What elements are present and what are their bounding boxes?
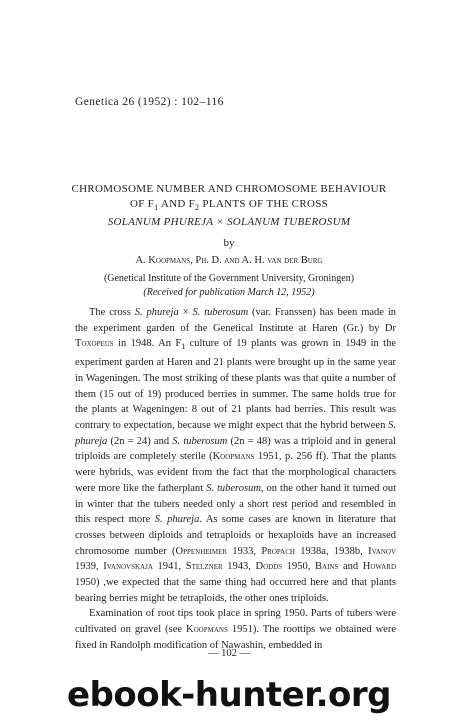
text-segment: S. tuberosum: [206, 482, 261, 494]
text-segment: 1: [181, 342, 186, 352]
text-segment: 1941,: [152, 561, 186, 573]
text-segment: S. phureja: [134, 307, 179, 318]
text-segment: Dodds: [255, 561, 283, 573]
text-segment: culture of 19 plants was grown in 1949 in the experiment garden at Haren and 21 plants were brought up in the same year in Wageningen. The most striking of these plants was that quite a number of them (15 out of 19) produced berries in summer. The same holds true for the plants at Wageningen: 8 out of 21 plants had berries. This result was contrary to expectation, because we might expect that the hybrid between: [75, 338, 396, 432]
text-segment: Propach: [261, 545, 295, 557]
text-segment: Stelzner: [185, 561, 223, 573]
text-segment: Examination of root tips took place in spring 1950. Parts of tubers were cultivated on gravel (see: [75, 608, 396, 636]
byline: by: [223, 237, 235, 249]
text-segment: Oppenheimer: [175, 545, 228, 557]
article-body: [75, 305, 396, 654]
title-line-2: [50, 197, 408, 215]
text-segment: Koopmans: [186, 624, 228, 636]
text-segment: Koopmans: [212, 451, 255, 463]
text-segment: 1943,: [222, 561, 256, 573]
text-segment: (var. Franssen) has been made in the experiment garden of the Genetical Institute at Haren (Gr.) by Dr: [75, 307, 396, 334]
text-segment: Howard: [362, 561, 397, 573]
article-title: [50, 182, 408, 230]
text-segment: 1938a, 1938b,: [294, 545, 369, 557]
page-number: — 102 —: [208, 648, 250, 659]
title-line-2-part-a: OF F: [129, 198, 155, 210]
body-paragraph: [75, 305, 396, 606]
text-segment: Ivanov: [368, 545, 396, 557]
text-segment: ×: [178, 307, 193, 318]
title-subscript-2: 2: [195, 203, 200, 213]
authors: A. Koopmans, Ph. D. and A. H. van der Burg: [135, 255, 323, 266]
text-segment: 1951, p. 256 ff). That the plants were hybrids, was evident from the fact that the morphological characters were more like the fatherplant: [75, 451, 396, 494]
journal-reference: Genetica 26 (1952) : 102–116: [75, 96, 224, 108]
text-segment: 1951). The roottips we obtained were fixed in Randolph modification of Nawashin, embedded in: [75, 624, 397, 651]
title-line-1: CHROMOSOME NUMBER AND CHROMOSOME BEHAVIOUR: [71, 183, 387, 195]
text-segment: and: [338, 561, 363, 573]
text-segment: Toxopeus: [75, 338, 114, 350]
text-segment: Ivanovskaja: [103, 561, 153, 573]
text-segment: S. tuberosum: [172, 435, 228, 447]
text-segment: . As some cases are known in literature that crosses between diploids and tetraploids or hexaploids have an increased chromosome number (: [75, 514, 396, 557]
title-line-2-part-c: PLANTS OF THE CROSS: [199, 198, 329, 210]
text-segment: 1933,: [227, 545, 262, 557]
affiliation: (Genetical Institute of the Government University, Groningen): [103, 273, 355, 284]
title-subscript-1: 1: [154, 203, 159, 213]
text-segment: in 1948. An F: [113, 338, 182, 350]
text-segment: S. phureja: [154, 514, 200, 526]
text-segment: 1939,: [75, 561, 104, 573]
body-paragraph: [75, 606, 396, 653]
title-line-2-part-b: AND F: [158, 198, 196, 210]
watermark-logo: ebook-hunter.org: [66, 674, 392, 715]
text-segment: S. phureja: [75, 420, 396, 447]
text-segment: S. tuberosum: [192, 307, 249, 318]
text-segment: 1950) ,we expected that the same thing had occurred here and that plants bearing berries might be tetraploids, the other ones triploids.: [75, 577, 396, 604]
text-segment: 1950,: [282, 561, 316, 573]
text-segment: (2n = 48) was a triploid and in general triploids are completely sterile (: [75, 435, 396, 463]
text-segment: Bains: [315, 561, 339, 573]
title-line-3: SOLANUM PHUREJA × SOLANUM TUBEROSUM: [107, 216, 351, 229]
text-segment: , on the other hand it turned out in winter that the tubers needed only a short rest period and resembled in this respect more: [75, 482, 396, 526]
received-date: (Received for publication March 12, 1952): [143, 287, 315, 298]
text-segment: (2n = 24) and: [107, 435, 173, 447]
text-segment: The cross: [89, 307, 135, 318]
